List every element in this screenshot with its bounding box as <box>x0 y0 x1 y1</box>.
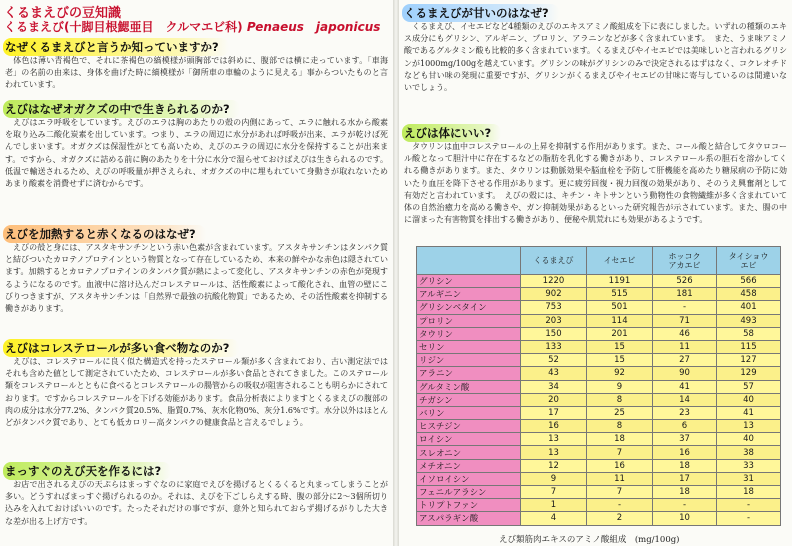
table-cell: 129 <box>717 367 781 380</box>
section-heading-cholesterol: えびはコレステロールが多い食べ物なのか? <box>3 339 239 357</box>
table-cell: 1 <box>521 499 587 512</box>
table-cell: 493 <box>717 314 781 327</box>
amino-acid-name: グリシンベタイン <box>417 301 521 314</box>
amino-acid-name: リジン <box>417 354 521 367</box>
table-cell: 23 <box>653 406 717 419</box>
table-cell: 17 <box>653 472 717 485</box>
amino-acid-name: タウリン <box>417 327 521 340</box>
amino-acid-name: アラニン <box>417 367 521 380</box>
table-cell: 150 <box>521 327 587 340</box>
section-heading-tempura: まっすぐのえび天を作るには? <box>3 462 171 480</box>
left-page <box>0 0 393 546</box>
table-row <box>417 354 781 367</box>
section-body-health: タウリンは血中コレステロールの上昇を抑制する作用があります。また、コール酸と結合してタウロコール酸となって胆汁中に存在するなどの脂肪を乳化する働きがあり、コレステロール系の胆石を溶かしてくれる働きがあります。また、タウリンは動脈効果や脳血栓を予防して肝機能を高めたり糖尿病の予防に効いたり血圧を降下させる作用があります。更に疲労回復・視力回復の効果があり、そのうえ興奮剤として有効だと言われています。 えびの殻には、キチン・キトサンという動物性の食物繊維が多く含まれていて体の自然治癒力を高める働きや、ガン抑制効果があるといった研究報告が示されています。また、腸の中に溜まった有害物質を排出する働きがあり、便秘や肌荒れにも効果があるようです。 <box>404 142 787 225</box>
table-cell: 458 <box>717 288 781 301</box>
table-cell: - <box>653 301 717 314</box>
section-heading-name-origin: なぜくるまえびと言うか知っていますか? <box>3 38 229 56</box>
amino-acid-name: グルタミン酸 <box>417 380 521 393</box>
amino-acid-name: スレオニン <box>417 446 521 459</box>
table-cell: 13 <box>717 420 781 433</box>
table-row <box>417 472 781 485</box>
table-row <box>417 340 781 353</box>
species-scientific-name: Penaeus japonicus <box>246 20 381 34</box>
table-row <box>417 512 781 525</box>
table-cell: 753 <box>521 301 587 314</box>
table-cell: 7 <box>587 486 653 499</box>
table-row <box>417 275 781 288</box>
section-body-tempura: お店で出されるえびの天ぷらはまっすぐなのに家庭でえびを揚げるとくるくると丸まってしまうことが多い。どうすればまっすぐ揚げられるのか。それは、えびを下ごしらえする時、腹の部分に2～3個所切り込みを入れておけばいいのです。たったそれだけの事ですが、意外と知られておらず揚げるがりした大きな差が出る上げ方です。 <box>5 480 388 526</box>
table-cell: 12 <box>521 459 587 472</box>
table-cell: 11 <box>653 340 717 353</box>
amino-acid-name: バリン <box>417 406 521 419</box>
table-cell: 8 <box>587 420 653 433</box>
species-title <box>4 18 380 35</box>
table-cell: 17 <box>521 406 587 419</box>
table-cell: 18 <box>587 433 653 446</box>
table-cell: 501 <box>587 301 653 314</box>
table-cell: 902 <box>521 288 587 301</box>
amino-acid-name: トリプトファン <box>417 499 521 512</box>
table-cell: 7 <box>587 446 653 459</box>
table-cell: 33 <box>717 459 781 472</box>
page-title: くるまえびの豆知識 <box>4 6 122 21</box>
table-cell: 2 <box>587 512 653 525</box>
table-cell: 127 <box>717 354 781 367</box>
table-cell: 92 <box>587 367 653 380</box>
table-cell: 566 <box>717 275 781 288</box>
table-cell: - <box>717 512 781 525</box>
column-header: イセエビ <box>587 247 653 275</box>
amino-acid-name: ヒスチジン <box>417 420 521 433</box>
table-row <box>417 486 781 499</box>
table-caption: えび類筋肉エキスのアミノ酸組成 (mg/100g) <box>499 535 680 545</box>
section-body-sawdust: えびはエラ呼吸をしています。えびのエラは胸のあたりの殻の内側にあって、エラに触れる水から酸素を取り込み二酸化炭素を出しています。つまり、エラの周辺に水分があれば呼吸が出来、エラが乾けば死んでしまいます。オガクズは保湿性がとても高いため、えびのエラの周辺に水分を保持することが出来ます。ですから、オガクズに詰める前に胸のあたりを十分に水分で湿らせておけばえびは生きられるのです。低温で輸送されるため、えびの呼吸量が押さえられ、オガクズの中に埋もれていて身動きが取れないためあまり酸素を消費せずに済むからです。 <box>5 118 388 189</box>
table-cell: 40 <box>717 433 781 446</box>
table-row <box>417 459 781 472</box>
table-cell: 13 <box>521 433 587 446</box>
table-row <box>417 420 781 433</box>
table-corner-cell <box>417 247 521 275</box>
table-cell: 181 <box>653 288 717 301</box>
table-row <box>417 393 781 406</box>
table-cell: 7 <box>521 486 587 499</box>
table-cell: - <box>717 499 781 512</box>
table-row <box>417 446 781 459</box>
section-heading-sawdust: えびはなぜオガクズの中で生きられるのか? <box>3 100 240 118</box>
amino-acid-name: ロイシン <box>417 433 521 446</box>
right-page <box>399 0 792 546</box>
section-body-sweetness: くるまえび、イセエビなど4種類のえびのエキスアミノ酸組成を下に表にしました。いずれの種類のエキス成分にもグリシン、アルギニン、プロリン、アラニンなどが多く含まれています。 また、うま味アミノ酸であるグルタミン酸も比較的多く含まれています。くるまえびやイセエビでは美味しいと言われるグリシンが1000mg/100gを越えています。グリシンの味がグリシンのみで決定されるはずはなく、コクレオチドなども甘い味の発現に重要ですが、グリシンがくるまえびやイセエビの甘味に寄与しているのは間違いないでしょう。 <box>404 22 787 93</box>
table-cell: 52 <box>521 354 587 367</box>
amino-acid-table <box>416 246 781 526</box>
amino-acid-name: メチオニン <box>417 459 521 472</box>
section-heading-red-color: えびを加熱すると赤くなるのはなぜ? <box>3 225 206 243</box>
table-row <box>417 301 781 314</box>
table-cell: - <box>653 499 717 512</box>
column-header: ホッコク アカエビ <box>653 247 717 275</box>
table-cell: 203 <box>521 314 587 327</box>
table-cell: 27 <box>653 354 717 367</box>
amino-acid-name: フェニルアラシン <box>417 486 521 499</box>
amino-acid-name: グリシン <box>417 275 521 288</box>
table-cell: 133 <box>521 340 587 353</box>
column-header: タイショウ エビ <box>717 247 781 275</box>
table-row <box>417 314 781 327</box>
table-cell: 14 <box>653 393 717 406</box>
table-cell: 515 <box>587 288 653 301</box>
amino-acid-name: プロリン <box>417 314 521 327</box>
table-cell: 1191 <box>587 275 653 288</box>
table-cell: 25 <box>587 406 653 419</box>
table-body <box>417 275 781 526</box>
table-row <box>417 367 781 380</box>
table-cell: 58 <box>717 327 781 340</box>
table-cell: 43 <box>521 367 587 380</box>
table-cell: 41 <box>717 406 781 419</box>
section-body-name-origin: 体色は薄い青褐色で、それに茶褐色の縞模様が頭胸部では斜めに、腹部では横に走っています。「車海老」の名前の由来は、身体を曲げた時に縞模様が「御所車の車輪のように見える」事からついたものと言われています。 <box>5 56 388 90</box>
section-body-cholesterol: えびは、コレステロールに良く似た構造式を持ったステロール類が多く含まれており、古い測定法ではそれも含めた値として測定されていたため、コレステロールが多い食品とされてきました。このステロール類をコレステロールとともに食べるとコレステロールの腸管からの吸収が阻害されることも明らかにされております。ですからコレステロールを下げる効能があります。食品分析表によりますとくるまえびの腹部の肉の成分は水分77.2%、タンパク質20.5%、脂質0.7%、灰水化物0%、灰分1.6%です。水分以外はほとんどがタンパク質であり、とても低カロリー高タンパクの健康食品と言えるでしょう。 <box>5 357 388 428</box>
section-heading-sweetness: くるまえびが甘いのはなぜ? <box>402 4 559 22</box>
table-cell: 37 <box>653 433 717 446</box>
table-cell: 15 <box>587 340 653 353</box>
table-cell: 57 <box>717 380 781 393</box>
column-header: くるまえび <box>521 247 587 275</box>
section-body-red-color: えびの殻と身には、アスタキサンチンという赤い色素が含まれています。アスタキサンチンはタンパク質と結びついたカロテノプロテインという物質となって存在しているため、本来の鮮やかな赤色は隠されています。加熱するとカロテノプロテインのタンパク質が熱によって変化し、アスタキサンチンの赤色が発現するようになるのです。血液中に溶け込んだコレステロールは、活性酸素によって酸化され、血管の壁にこびりつきますが、アスタキサンチンは「自然界で最強の抗酸化物質」であるため、その活性酸素を抑制する働きがあります。 <box>5 243 388 314</box>
table-header-row <box>417 247 781 275</box>
amino-acid-name: セリン <box>417 340 521 353</box>
section-heading-health: えびは体にいい? <box>402 124 501 142</box>
table-cell: 16 <box>521 420 587 433</box>
table-cell: 71 <box>653 314 717 327</box>
table-cell: 31 <box>717 472 781 485</box>
table-cell: 401 <box>717 301 781 314</box>
table-cell: 41 <box>653 380 717 393</box>
table-cell: 526 <box>653 275 717 288</box>
table-cell: 40 <box>717 393 781 406</box>
species-title-jp: くるまえび(十脚目根鰓亜目 クルマエビ科) <box>4 20 243 34</box>
table-cell: 13 <box>521 446 587 459</box>
table-cell: 10 <box>653 512 717 525</box>
table-cell: 114 <box>587 314 653 327</box>
table-cell: 9 <box>587 380 653 393</box>
table-cell: 34 <box>521 380 587 393</box>
amino-acid-name: チガシン <box>417 393 521 406</box>
table-cell: 201 <box>587 327 653 340</box>
amino-acid-name: イソロイシン <box>417 472 521 485</box>
table-cell: 46 <box>653 327 717 340</box>
table-cell: 18 <box>717 486 781 499</box>
table-cell: 11 <box>587 472 653 485</box>
amino-acid-name: アルギニン <box>417 288 521 301</box>
table-cell: 20 <box>521 393 587 406</box>
table-row <box>417 288 781 301</box>
table-cell: 8 <box>587 393 653 406</box>
table-cell: 90 <box>653 367 717 380</box>
table-cell: 15 <box>587 354 653 367</box>
table-cell: 18 <box>653 486 717 499</box>
table-row <box>417 433 781 446</box>
amino-acid-table-container <box>416 246 780 526</box>
table-cell: 38 <box>717 446 781 459</box>
table-cell: 18 <box>653 459 717 472</box>
table-row <box>417 380 781 393</box>
table-row <box>417 406 781 419</box>
table-cell: 9 <box>521 472 587 485</box>
table-cell: 1220 <box>521 275 587 288</box>
table-row <box>417 499 781 512</box>
table-cell: 4 <box>521 512 587 525</box>
table-cell: - <box>587 499 653 512</box>
table-cell: 115 <box>717 340 781 353</box>
table-cell: 16 <box>587 459 653 472</box>
table-row <box>417 327 781 340</box>
table-cell: 16 <box>653 446 717 459</box>
table-cell: 6 <box>653 420 717 433</box>
amino-acid-name: アスパラギン酸 <box>417 512 521 525</box>
